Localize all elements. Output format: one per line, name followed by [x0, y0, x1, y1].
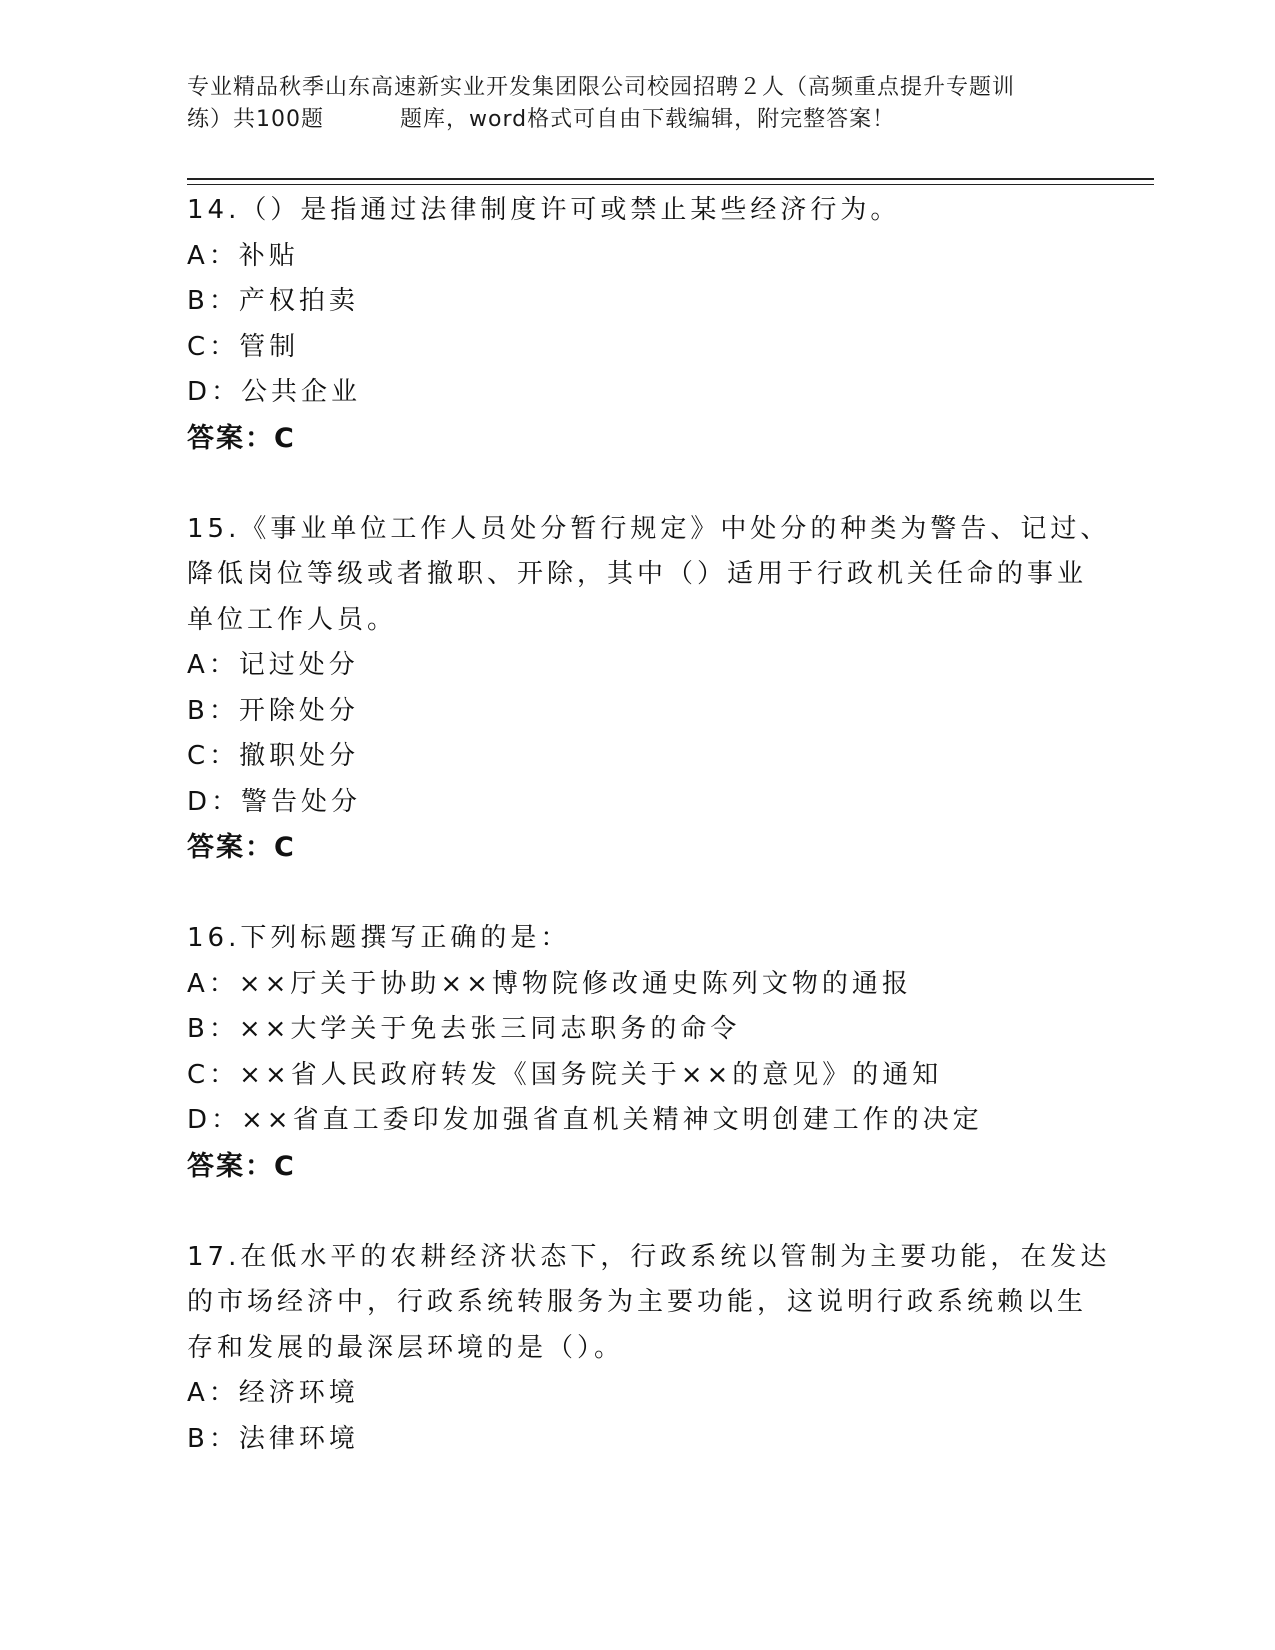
header-divider-thick	[187, 178, 1154, 180]
header-line-2-part-b: 题库，word格式可自由下载编辑，附完整答案！	[400, 107, 896, 132]
question-text-line-3: 存和发展的最深层环境的是（）。	[187, 1332, 625, 1363]
option-b: B：法律环境	[187, 1423, 359, 1454]
option-c: C：撤职处分	[187, 741, 360, 771]
header-line-2	[187, 104, 1087, 136]
question-text: 14.（）是指通过法律制度许可或禁止某些经济行为。	[187, 195, 901, 225]
answer: 答案：C	[187, 422, 296, 454]
question-text: 16.下列标题撰写正确的是：	[187, 923, 571, 953]
answer: 答案：C	[187, 1150, 296, 1182]
option-a: A：××厅关于协助××博物院修改通史陈列文物的通报	[187, 968, 912, 999]
option-b: B：××大学关于免去张三同志职务的命令	[187, 1014, 741, 1044]
question-text-line-2: 降低岗位等级或者撤职、开除，其中（）适用于行政机关任命的事业	[187, 559, 1088, 589]
document-header	[187, 72, 1087, 136]
question-15	[187, 507, 1111, 871]
question-text-line-1: 17.在低水平的农耕经济状态下，行政系统以管制为主要功能，在发达	[187, 1241, 1111, 1272]
question-list	[187, 188, 1111, 1462]
answer: 答案：C	[187, 832, 296, 863]
question-text-line-1: 15.《事业单位工作人员处分暂行规定》中处分的种类为警告、记过、	[187, 513, 1111, 544]
question-14	[187, 188, 1087, 461]
option-d: D：公共企业	[187, 377, 362, 407]
option-c: C：管制	[187, 331, 300, 362]
option-b: B：开除处分	[187, 695, 359, 726]
option-a: A：记过处分	[187, 650, 359, 680]
question-text-line-3: 单位工作人员。	[187, 604, 398, 635]
option-c: C：××省人民政府转发《国务院关于××的意见》的通知	[187, 1059, 943, 1090]
header-divider-thin	[187, 184, 1154, 185]
question-text-line-2: 的市场经济中，行政系统转服务为主要功能，这说明行政系统赖以生	[187, 1287, 1088, 1317]
header-line-2-part-a: 练）共100题	[187, 107, 324, 132]
option-a: A：补贴	[187, 240, 299, 271]
option-d: D：警告处分	[187, 786, 362, 817]
option-b: B：产权拍卖	[187, 286, 359, 316]
question-16	[187, 916, 1087, 1189]
header-line-1: 专业精品秋季山东高速新实业开发集团限公司校园招聘２人（高频重点提升专题训	[187, 75, 1016, 100]
option-a: A：经济环境	[187, 1378, 359, 1408]
question-17	[187, 1235, 1111, 1463]
option-d: D：××省直工委印发加强省直机关精神文明创建工作的决定	[187, 1105, 983, 1135]
